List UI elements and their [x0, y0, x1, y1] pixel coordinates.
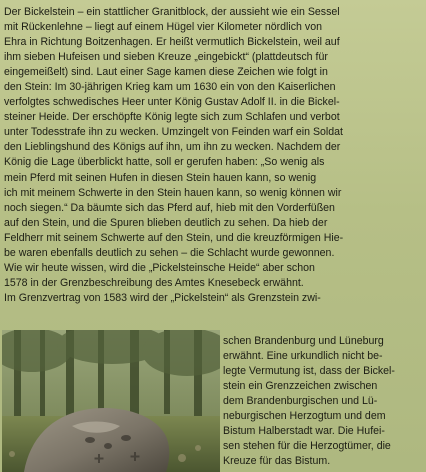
text-line: stein ein Grenzzeichen zwischen: [223, 380, 378, 393]
main-text: [4, 5, 422, 306]
text-line: noch siegen.“ Da bäumte sich das Pferd auf, hieb mit den Vorderfüßen: [4, 201, 335, 214]
text-line: König die Lage überblickt hatte, soll er gerufen haben: „So wenig als: [4, 156, 325, 169]
text-line: ich mit meinem Schwerte in den Stein hauen kann, so wenig können wir: [4, 186, 342, 199]
text-line: unter Todesstrafe ihn zu wecken. Umzingelt von Feinden warf ein Soldat: [4, 126, 343, 139]
text-line: eingemeißelt) sind. Laut einer Sage kamen diese Zeichen wie folgt in: [4, 66, 328, 79]
text-line: verfolgtes schwedisches Heer unter König Gustav Adolf II. in die Bickel-: [4, 96, 340, 109]
text-line: ihm sieben Hufeisen und sieben Kreuze „eingebickt“ (plattdeutsch für: [4, 51, 328, 64]
text-line: Kreuze für das Bistum.: [223, 455, 331, 468]
text-line: den Lieblingshund des Königs auf ihn, um ihn zu wecken. Nachdem der: [4, 141, 341, 154]
text-line: mit Rückenlehne – liegt auf einem Hügel vier Kilometer nördlich von: [4, 21, 322, 34]
text-line: Bistum Halberstadt war. Die Hufei-: [223, 425, 385, 438]
text-line: dem Brandenburgischen und Lü-: [223, 395, 378, 408]
text-line: sen stehen für die Herzogtümer, die: [223, 440, 391, 453]
text-line: mein Pferd mit seinen Hufen in diesen Stein hauen kann, so wenig: [4, 171, 317, 184]
text-line: Ehra in Richtung Boitzenhagen. Er heißt vermutlich Bickelstein, weil auf: [4, 36, 340, 49]
bickelstein-photo: [2, 330, 220, 472]
side-text: [223, 334, 423, 469]
text-line: den Stein: Im 30-jährigen Krieg kam um 1630 ein von den Kaiserlichen: [4, 81, 336, 94]
text-line: 1578 in der Grenzbeschreibung des Amtes Knesebeck erwähnt.: [4, 276, 304, 289]
text-line: auf den Stein, und die Spuren blieben deutlich zu sehen. Da hieb der: [4, 216, 328, 229]
text-line: erwähnt. Eine urkundlich nicht be-: [223, 350, 383, 363]
text-line: Im Grenzvertrag von 1583 wird der „Pickelstein“ als Grenzstein zwi-: [4, 291, 321, 304]
text-line: legte Vermutung ist, dass der Bickel-: [223, 365, 395, 378]
text-line: Feldherr mit seinem Schwerte auf den Stein, und die kreuzförmigen Hie-: [4, 231, 344, 244]
text-line: neburgischen Herzogtum und dem: [223, 410, 386, 423]
text-line: schen Brandenburg und Lüneburg: [223, 335, 384, 347]
text-line: steiner Heide. Der erschöpfte König legte sich zum Schlafen und verbot: [4, 111, 340, 124]
text-line: Wie wir heute wissen, wird die „Pickelsteinsche Heide“ aber schon: [4, 261, 315, 274]
text-line: Der Bickelstein – ein stattlicher Granitblock, der aussieht wie ein Sessel: [4, 6, 340, 18]
text-line: be waren ebenfalls deutlich zu sehen – die Schlacht wurde gewonnen.: [4, 246, 335, 259]
